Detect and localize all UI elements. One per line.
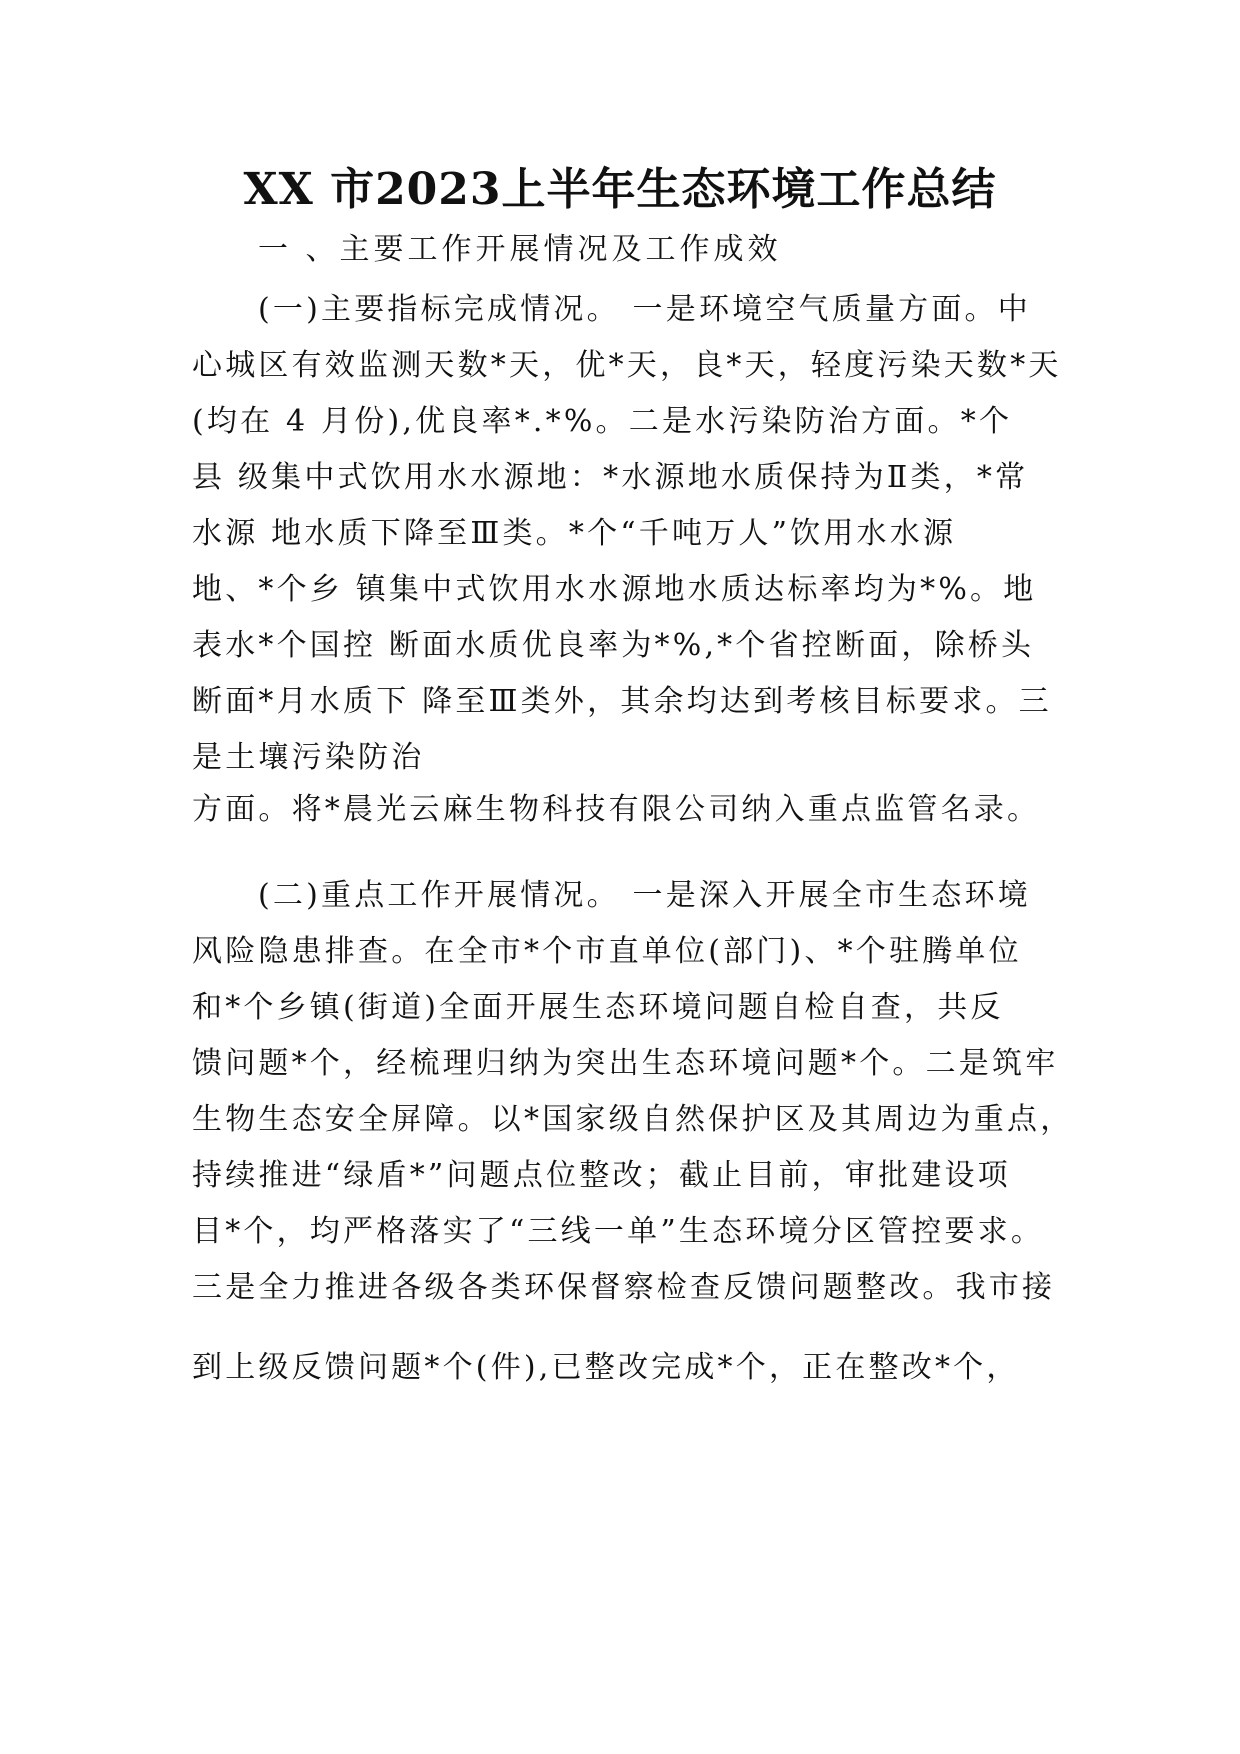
- text-line: 是土壤污染防治: [192, 740, 425, 775]
- text-line: 目*个，均严格落实了“三线一单”生态环境分区管控要求。: [192, 1214, 1045, 1249]
- text-line: 断面*月水质下 降至Ⅲ类外，其余均达到考核目标要求。三: [192, 684, 1052, 719]
- document-title: XX 市2023上半年生态环境工作总结: [243, 164, 997, 215]
- text-line: 心城区有效监测天数*天，优*天，良*天，轻度污染天数*天: [192, 348, 1062, 383]
- section-heading: 一 、主要工作开展情况及工作成效: [258, 232, 782, 267]
- text-line: 到上级反馈问题*个(件),已整改完成*个，正在整改*个，: [192, 1350, 1020, 1385]
- text-line: 风险隐患排查。在全市*个市直单位(部门)、*个驻腾单位: [192, 934, 1022, 969]
- paragraph-rectification: [192, 1340, 1052, 1396]
- text-line: 表水*个国控 断面水质优良率为*%,*个省控断面，除桥头: [192, 628, 1035, 663]
- paragraph-soil-continuation: [192, 782, 1052, 838]
- text-line: 地、*个乡 镇集中式饮用水水源地水质达标率均为*%。地: [192, 572, 1037, 607]
- text-line: 县 级集中式饮用水水源地：*水源地水质保持为Ⅱ类，*常: [192, 460, 1029, 495]
- paragraph-key-work: [192, 868, 1074, 1316]
- text-line: 持续推进“绿盾*”问题点位整改；截止目前，审批建设项: [192, 1158, 1011, 1193]
- text-line: 和*个乡镇(街道)全面开展生态环境问题自检自查，共反: [192, 990, 1004, 1025]
- text-line: (二)重点工作开展情况。 一是深入开展全市生态环境: [258, 878, 1031, 913]
- text-line: (均在 4 月份),优良率*.*%。二是水污染防治方面。*个: [192, 404, 1013, 439]
- text-line: 三是全力推进各级各类环保督察检查反馈问题整改。我市接: [192, 1270, 1056, 1305]
- text-line: 生物生态安全屏障。以*国家级自然保护区及其周边为重点，: [192, 1102, 1074, 1137]
- text-line: 馈问题*个，经梳理归纳为突出生态环境问题*个。二是筑牢: [192, 1046, 1059, 1081]
- text-line: 方面。将*晨光云麻生物科技有限公司纳入重点监管名录。: [192, 792, 1041, 827]
- text-line: 水源 地水质下降至Ⅲ类。*个“千吨万人”饮用水水源: [192, 516, 957, 551]
- paragraph-main-indicators: [192, 282, 1062, 786]
- text-line: (一)主要指标完成情况。 一是环境空气质量方面。中: [258, 292, 1031, 327]
